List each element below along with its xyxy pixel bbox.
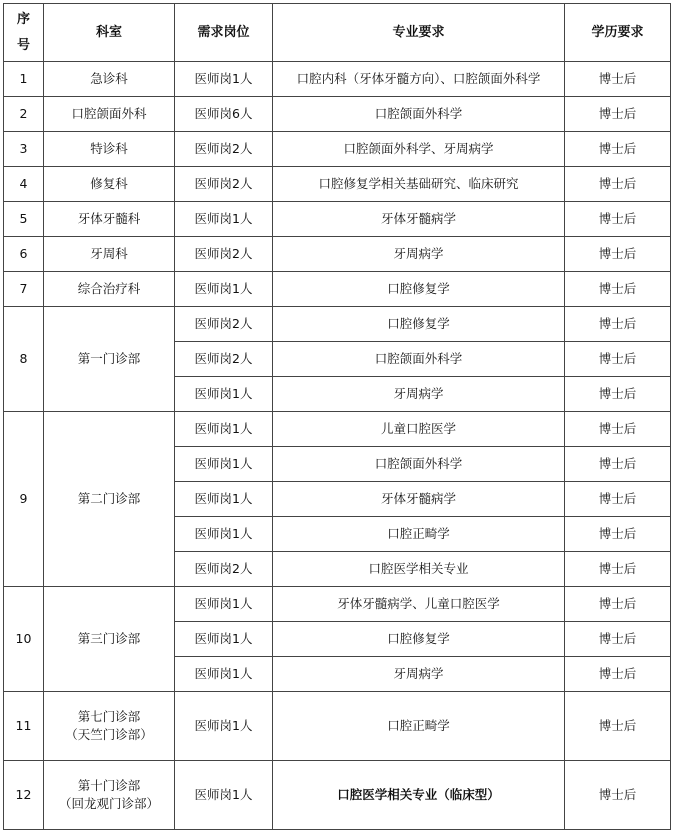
dept-line: 特诊科 — [90, 141, 128, 156]
header-education: 学历要求 — [565, 4, 671, 62]
dept-line: （回龙观门诊部） — [58, 796, 159, 811]
dept-line: 第一门诊部 — [77, 351, 141, 366]
cell-dept — [44, 97, 175, 132]
cell-dept — [44, 692, 175, 761]
cell-education: 博士后 — [565, 272, 671, 307]
table-row — [4, 132, 671, 167]
header-major: 专业要求 — [273, 4, 565, 62]
cell-position: 医师岗1人 — [175, 412, 273, 447]
table-row — [4, 62, 671, 97]
cell-major: 口腔修复学 — [273, 307, 565, 342]
cell-position: 医师岗1人 — [175, 692, 273, 761]
cell-dept — [44, 272, 175, 307]
cell-position: 医师岗1人 — [175, 447, 273, 482]
header-seq: 序 号 — [4, 4, 44, 62]
cell-position: 医师岗1人 — [175, 62, 273, 97]
cell-dept — [44, 202, 175, 237]
cell-dept — [44, 132, 175, 167]
cell-dept — [44, 307, 175, 412]
cell-seq: 9 — [4, 412, 44, 587]
cell-position: 医师岗2人 — [175, 237, 273, 272]
table-row — [4, 692, 671, 761]
cell-education: 博士后 — [565, 307, 671, 342]
dept-line: 修复科 — [90, 176, 128, 191]
cell-major: 牙周病学 — [273, 657, 565, 692]
cell-education: 博士后 — [565, 482, 671, 517]
dept-line: （天竺门诊部） — [65, 727, 153, 742]
cell-seq: 7 — [4, 272, 44, 307]
cell-seq: 8 — [4, 307, 44, 412]
cell-education: 博士后 — [565, 412, 671, 447]
cell-education: 博士后 — [565, 342, 671, 377]
cell-major: 儿童口腔医学 — [273, 412, 565, 447]
cell-position: 医师岗1人 — [175, 202, 273, 237]
cell-position: 医师岗1人 — [175, 377, 273, 412]
recruitment-table — [3, 3, 671, 830]
cell-major: 牙体牙髓病学、儿童口腔医学 — [273, 587, 565, 622]
cell-major: 口腔修复学 — [273, 272, 565, 307]
cell-major: 口腔颌面外科学、牙周病学 — [273, 132, 565, 167]
cell-major: 牙周病学 — [273, 237, 565, 272]
header-dept: 科室 — [44, 4, 175, 62]
cell-education: 博士后 — [565, 622, 671, 657]
dept-line: 第七门诊部 — [77, 709, 141, 724]
header-row — [4, 4, 671, 62]
cell-major: 口腔修复学 — [273, 622, 565, 657]
table-row — [4, 237, 671, 272]
cell-education: 博士后 — [565, 167, 671, 202]
cell-major: 口腔正畸学 — [273, 517, 565, 552]
cell-position: 医师岗2人 — [175, 552, 273, 587]
cell-seq: 1 — [4, 62, 44, 97]
cell-dept — [44, 761, 175, 830]
cell-dept — [44, 167, 175, 202]
cell-major: 口腔颌面外科学 — [273, 342, 565, 377]
dept-line: 第三门诊部 — [77, 631, 141, 646]
cell-education: 博士后 — [565, 517, 671, 552]
cell-education: 博士后 — [565, 62, 671, 97]
cell-dept — [44, 412, 175, 587]
table-row — [4, 97, 671, 132]
cell-education: 博士后 — [565, 692, 671, 761]
table-row — [4, 761, 671, 830]
cell-position: 医师岗1人 — [175, 587, 273, 622]
cell-education: 博士后 — [565, 657, 671, 692]
cell-seq: 10 — [4, 587, 44, 692]
table-row — [4, 587, 671, 622]
cell-seq: 6 — [4, 237, 44, 272]
cell-education: 博士后 — [565, 202, 671, 237]
cell-position: 医师岗1人 — [175, 482, 273, 517]
table-row — [4, 272, 671, 307]
cell-seq: 5 — [4, 202, 44, 237]
dept-line: 牙周科 — [90, 246, 128, 261]
cell-major: 牙周病学 — [273, 377, 565, 412]
cell-dept — [44, 237, 175, 272]
cell-major: 口腔颌面外科学 — [273, 447, 565, 482]
cell-major: 牙体牙髓病学 — [273, 482, 565, 517]
dept-line: 急诊科 — [90, 71, 128, 86]
table-body — [4, 62, 671, 830]
cell-education: 博士后 — [565, 237, 671, 272]
cell-seq: 2 — [4, 97, 44, 132]
cell-major: 口腔医学相关专业（临床型） — [273, 761, 565, 830]
cell-position: 医师岗2人 — [175, 342, 273, 377]
cell-position: 医师岗2人 — [175, 167, 273, 202]
cell-position: 医师岗1人 — [175, 761, 273, 830]
cell-education: 博士后 — [565, 587, 671, 622]
cell-education: 博士后 — [565, 447, 671, 482]
cell-education: 博士后 — [565, 97, 671, 132]
table-row — [4, 307, 671, 342]
cell-position: 医师岗6人 — [175, 97, 273, 132]
cell-seq: 11 — [4, 692, 44, 761]
table-row — [4, 412, 671, 447]
table-row — [4, 167, 671, 202]
cell-education: 博士后 — [565, 761, 671, 830]
cell-major: 口腔修复学相关基础研究、临床研究 — [273, 167, 565, 202]
table-row — [4, 202, 671, 237]
cell-position: 医师岗1人 — [175, 622, 273, 657]
cell-position: 医师岗1人 — [175, 517, 273, 552]
cell-dept — [44, 62, 175, 97]
cell-seq: 3 — [4, 132, 44, 167]
dept-line: 综合治疗科 — [77, 281, 141, 296]
dept-line: 口腔颌面外科 — [71, 106, 147, 121]
cell-education: 博士后 — [565, 552, 671, 587]
cell-seq: 12 — [4, 761, 44, 830]
dept-line: 牙体牙髓科 — [77, 211, 141, 226]
cell-major: 口腔医学相关专业 — [273, 552, 565, 587]
cell-major: 口腔颌面外科学 — [273, 97, 565, 132]
cell-position: 医师岗1人 — [175, 272, 273, 307]
cell-major: 牙体牙髓病学 — [273, 202, 565, 237]
cell-position: 医师岗2人 — [175, 132, 273, 167]
cell-seq: 4 — [4, 167, 44, 202]
cell-position: 医师岗2人 — [175, 307, 273, 342]
cell-education: 博士后 — [565, 132, 671, 167]
cell-major: 口腔正畸学 — [273, 692, 565, 761]
header-position: 需求岗位 — [175, 4, 273, 62]
cell-position: 医师岗1人 — [175, 657, 273, 692]
dept-line: 第二门诊部 — [77, 491, 141, 506]
cell-education: 博士后 — [565, 377, 671, 412]
cell-dept — [44, 587, 175, 692]
cell-major: 口腔内科（牙体牙髓方向）、口腔颌面外科学 — [273, 62, 565, 97]
dept-line: 第十门诊部 — [77, 778, 141, 793]
